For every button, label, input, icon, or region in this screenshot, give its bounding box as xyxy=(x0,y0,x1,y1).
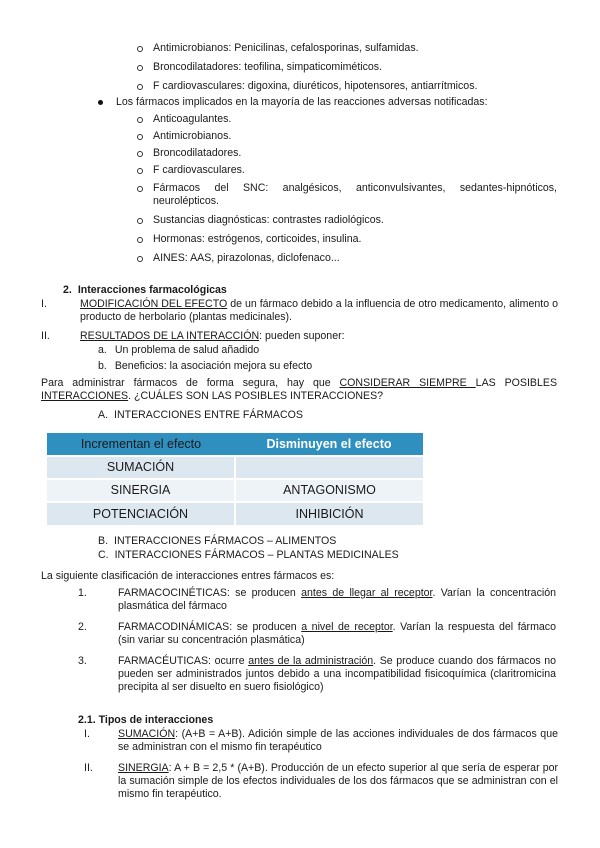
list-item: Fármacos del SNC: analgésicos, anticonvulsivantes, sedantes-hipnóticos, neurolépticos. xyxy=(137,182,557,208)
table-row xyxy=(47,456,423,479)
circle-bullet-icon xyxy=(137,186,143,192)
list-item-b: B. INTERACCIONES FÁRMACOS – ALIMENTOS xyxy=(98,535,337,547)
list-item: Antimicrobianos: Penicilinas, cefalosporinas, sulfamidas. xyxy=(137,42,419,55)
circle-bullet-icon xyxy=(137,46,143,52)
interaction-table xyxy=(47,433,423,525)
classification-item: 1. FARMACOCINÉTICAS: se producen antes de llegar al receptor. Varían la concentración plasmática del fármaco xyxy=(78,587,556,612)
circle-bullet-icon xyxy=(137,117,143,123)
list-item: Sustancias diagnósticas: contrastes radiológicos. xyxy=(137,214,384,227)
circle-bullet-icon xyxy=(137,256,143,262)
list-item-c: C. INTERACCIONES FÁRMACOS – PLANTAS MEDICINALES xyxy=(98,549,399,561)
list-item: AINES: AAS, pirazolonas, diclofenaco... xyxy=(137,252,340,265)
circle-bullet-icon xyxy=(137,218,143,224)
roman-item-1: I. MODIFICACIÓN DEL EFECTO de un fármaco debido a la influencia de otro medicamento, alimento o producto de herbolario (plantas medicinales). xyxy=(41,298,558,323)
circle-bullet-icon xyxy=(137,65,143,71)
classification-item: 3. FARMACÉUTICAS: ocurre antes de la administración. Se produce cuando dos fármacos no pueden ser administrados juntos debido a una incompatibilidad fisicoquímica (claritromicina precipita al ser disuelto en suero fisiológico) xyxy=(78,655,557,693)
circle-bullet-icon xyxy=(137,237,143,243)
classification-intro: La siguiente clasificación de interacciones entres fármacos es: xyxy=(41,570,335,582)
table-cell xyxy=(235,456,423,479)
list-item: Broncodilatadores. xyxy=(137,147,241,160)
list-item: Anticoagulantes. xyxy=(137,113,231,126)
table-row xyxy=(47,479,423,502)
circle-bullet-icon xyxy=(137,168,143,174)
type-item: I. SUMACIÓN: (A+B = A+B). Adición simple de las acciones individuales de dos fármacos que se administran con el mismo fin terapéutico xyxy=(84,728,558,753)
list-item: F cardiovasculares: digoxina, diuréticos, hipotensores, antiarrítmicos. xyxy=(137,80,477,93)
list-item: F cardiovasculares. xyxy=(137,164,245,177)
classification-item: 2. FARMACODINÁMICAS: se producen a nivel de receptor. Varían la respuesta del fármaco (sin variar su concentración plasmática) xyxy=(78,621,556,646)
list-item: Hormonas: estrógenos, corticoides, insulina. xyxy=(137,233,361,246)
circle-bullet-icon xyxy=(137,84,143,90)
circle-bullet-icon xyxy=(137,134,143,140)
table-cell: ANTAGONISMO xyxy=(235,479,423,502)
bullet-item: Los fármacos implicados en la mayoría de las reacciones adversas notificadas: xyxy=(98,96,488,109)
subsection-heading: 2.1. Tipos de interacciones xyxy=(78,714,214,726)
header-cell: Incrementan el efecto xyxy=(47,433,235,456)
paragraph: Para administrar fármacos de forma segura, hay que CONSIDERAR SIEMPRE LAS POSIBLES INTERACCIONES. ¿CUÁLES SON LAS POSIBLES INTERACCIONES? xyxy=(41,377,558,402)
table-cell: SINERGIA xyxy=(47,479,235,502)
sub-item: b. Beneficios: la asociación mejora su efecto xyxy=(98,360,313,372)
bullet-icon xyxy=(98,100,103,105)
list-item-a: A. INTERACCIONES ENTRE FÁRMACOS xyxy=(98,409,303,421)
header-cell: Disminuyen el efecto xyxy=(235,433,423,456)
section-heading: 2. Interacciones farmacológicas xyxy=(63,284,227,296)
table-row xyxy=(47,502,423,525)
sub-item: a. Un problema de salud añadido xyxy=(98,344,260,356)
table-cell: POTENCIACIÓN xyxy=(47,502,235,525)
table-cell: INHIBICIÓN xyxy=(235,502,423,525)
table-header xyxy=(47,433,423,456)
list-item: Broncodilatadores: teofilina, simpaticomiméticos. xyxy=(137,61,382,74)
circle-bullet-icon xyxy=(137,151,143,157)
table-cell: SUMACIÓN xyxy=(47,456,235,479)
roman-item-2: II. RESULTADOS DE LA INTERACCIÓN: pueden suponer: xyxy=(41,330,345,342)
list-item: Antimicrobianos. xyxy=(137,130,231,143)
type-item: II. SINERGIA: A + B = 2,5 * (A+B). Producción de un efecto superior al que sería de esperar por la sumación simple de los efectos individuales de los dos fármacos que se administran con el mismo fin terapéutico. xyxy=(84,762,558,800)
